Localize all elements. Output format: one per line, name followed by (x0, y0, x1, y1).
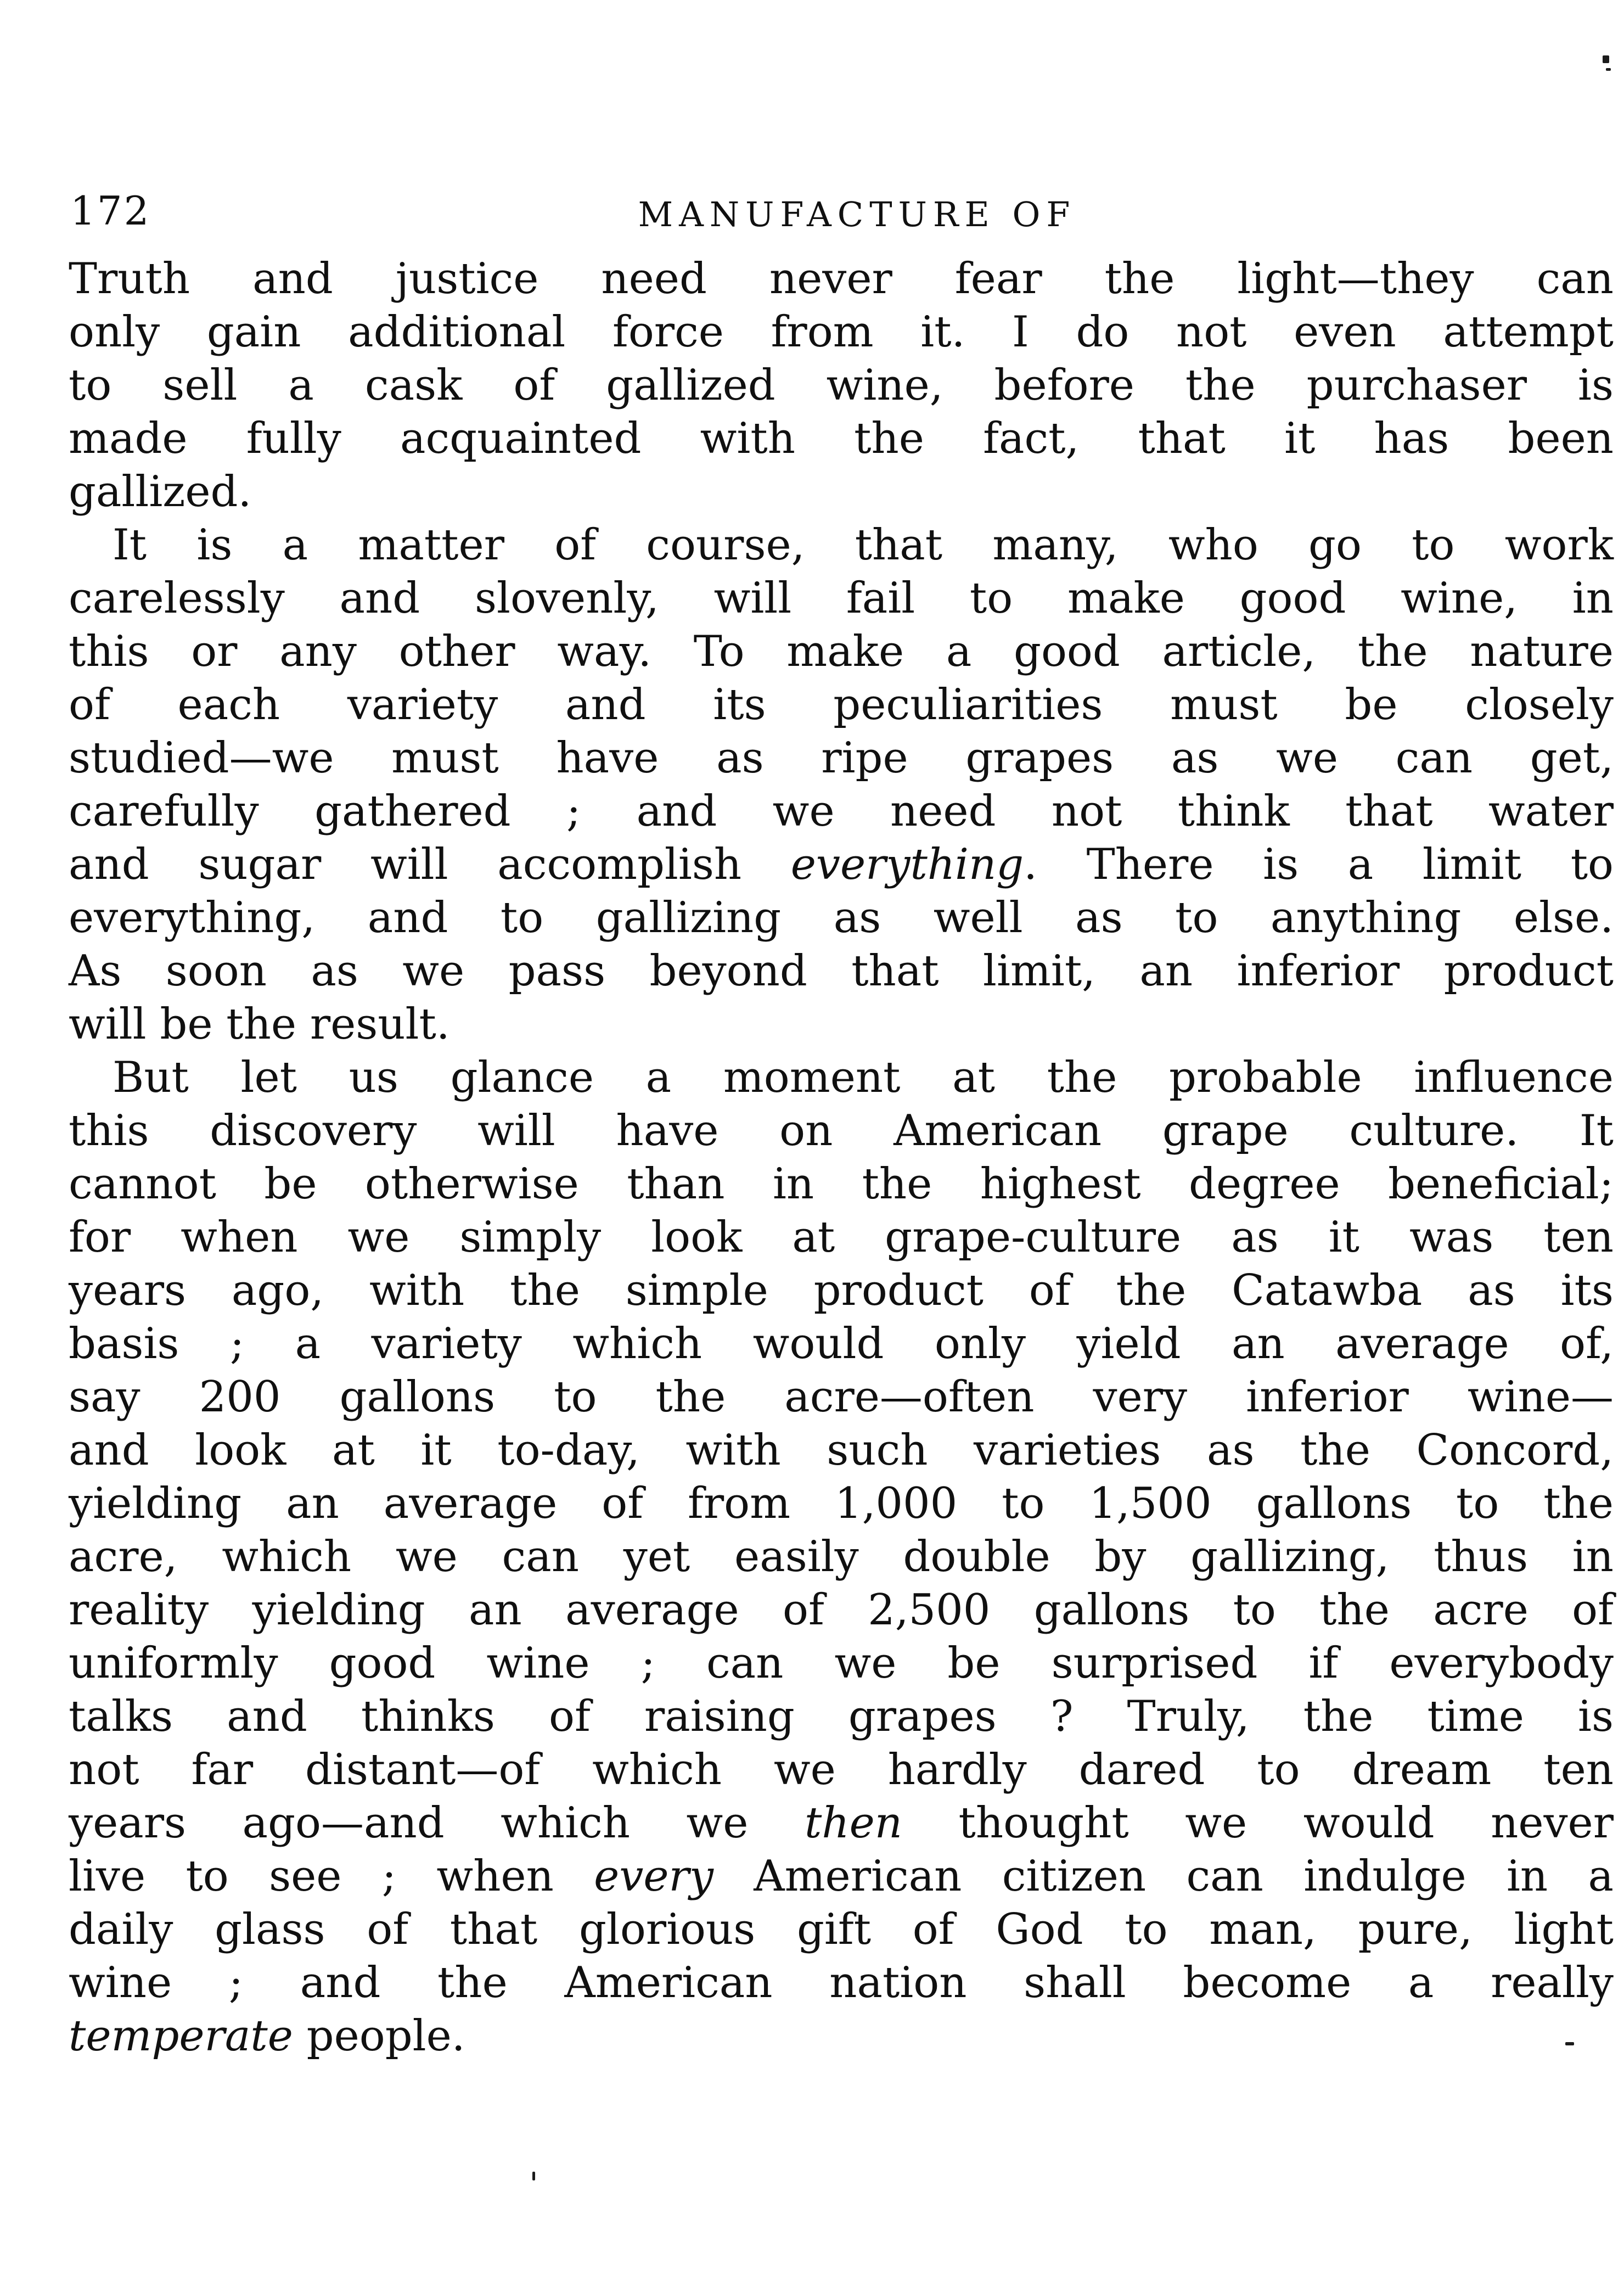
italic-text: temperate (69, 2011, 293, 2061)
running-header: MANUFACTURE OF (638, 194, 1076, 234)
text-line (69, 1956, 1614, 2010)
text-line (69, 359, 1614, 412)
italic-text: every (594, 1852, 713, 1901)
text-line (69, 838, 1614, 892)
text-line (69, 892, 1614, 945)
text-line (69, 253, 1614, 306)
text-segment: American citizen can indulge in a (713, 1852, 1614, 1901)
text-line (69, 1584, 1614, 1637)
text-line (69, 1211, 1614, 1264)
text-line (69, 998, 1614, 1051)
text-segment: As soon as we pass beyond that limit, an inferior product (69, 946, 1614, 996)
text-line (69, 1690, 1614, 1743)
text-line (69, 1051, 1614, 1104)
text-segment: basis ; a variety which would only yield an average of, (69, 1319, 1614, 1369)
text-segment: for when we simply look at grape-culture as it was ten (69, 1213, 1614, 1262)
text-segment: will be the result. (69, 1000, 450, 1049)
text-segment: people. (293, 2011, 465, 2061)
italic-text: everything (790, 840, 1024, 889)
text-segment: everything, and to gallizing as well as to anything else. (69, 893, 1614, 943)
text-segment: only gain additional force from it. I do not even attempt (69, 307, 1614, 357)
scan-artifact (532, 2172, 535, 2180)
text-segment: carefully gathered ; and we need not think that water (69, 787, 1614, 836)
text-segment: wine ; and the American nation shall become a really (69, 1958, 1614, 2008)
text-segment: acre, which we can yet easily double by gallizing, thus in (69, 1532, 1614, 1582)
body-text (69, 253, 1614, 2063)
text-line (69, 785, 1614, 838)
text-segment: yielding an average of from 1,000 to 1,500 gallons to the (69, 1479, 1614, 1528)
text-line (69, 1264, 1614, 1317)
scan-artifact (1603, 55, 1609, 63)
text-segment: of each variety and its peculiarities must be closely (69, 680, 1614, 730)
text-segment: . There is a limit to (1024, 840, 1614, 889)
text-segment: years ago—and which we (69, 1798, 805, 1848)
text-line (69, 1104, 1614, 1158)
text-segment: live to see ; when (69, 1852, 594, 1901)
text-line (69, 1158, 1614, 1211)
text-segment: reality yielding an average of 2,500 gallons to the acre of (69, 1585, 1614, 1635)
text-line (69, 1530, 1614, 1584)
text-line (69, 306, 1614, 359)
text-line (69, 1743, 1614, 1797)
text-segment: thought we would never (902, 1798, 1614, 1848)
text-segment: Truth and justice need never fear the light—they can (69, 254, 1614, 304)
text-line (69, 1850, 1614, 1903)
text-segment: cannot be otherwise than in the highest degree beneficial; (69, 1159, 1614, 1209)
text-line (69, 412, 1614, 466)
text-segment: to sell a cask of gallized wine, before the purchaser is (69, 361, 1614, 410)
text-segment: uniformly good wine ; can we be surprised if everybody (69, 1639, 1614, 1688)
text-line (69, 679, 1614, 732)
text-segment: say 200 gallons to the acre—often very inferior wine— (69, 1372, 1614, 1422)
text-segment: and look at it to-day, with such varieties as the Concord, (69, 1426, 1614, 1475)
text-line (69, 519, 1614, 572)
text-line (69, 625, 1614, 679)
text-segment: this or any other way. To make a good article, the nature (69, 627, 1614, 676)
text-line (69, 1424, 1614, 1477)
text-segment: studied—we must have as ripe grapes as we can get, (69, 733, 1614, 783)
italic-text: then (804, 1798, 902, 1848)
text-line (69, 1317, 1614, 1371)
text-segment: But let us glance a moment at the probable influence (113, 1053, 1614, 1102)
text-segment: years ago, with the simple product of the Catawba as its (69, 1266, 1614, 1315)
text-line (69, 1637, 1614, 1690)
text-line (69, 1371, 1614, 1424)
text-segment: carelessly and slovenly, will fail to make good wine, in (69, 574, 1614, 623)
text-segment: and sugar will accomplish (69, 840, 791, 889)
page-number: 172 (70, 188, 151, 234)
text-segment: not far distant—of which we hardly dared to dream ten (69, 1745, 1614, 1795)
text-segment: daily glass of that glorious gift of God to man, pure, light (69, 1905, 1614, 1954)
text-line (69, 1903, 1614, 1956)
text-line (69, 1797, 1614, 1850)
text-segment: gallized. (69, 467, 252, 517)
text-segment: this discovery will have on American grape culture. It (69, 1106, 1614, 1156)
text-line (69, 1477, 1614, 1530)
text-segment: made fully acquainted with the fact, that it has been (69, 414, 1614, 463)
text-line (69, 732, 1614, 785)
text-segment: It is a matter of course, that many, who go to work (113, 520, 1614, 570)
text-line (69, 945, 1614, 998)
scan-artifact (1606, 68, 1611, 71)
scan-artifact (1565, 2042, 1574, 2045)
text-segment: talks and thinks of raising grapes ? Truly, the time is (69, 1692, 1614, 1741)
text-line (69, 572, 1614, 625)
text-line (69, 466, 1614, 519)
text-line (69, 2010, 1614, 2063)
